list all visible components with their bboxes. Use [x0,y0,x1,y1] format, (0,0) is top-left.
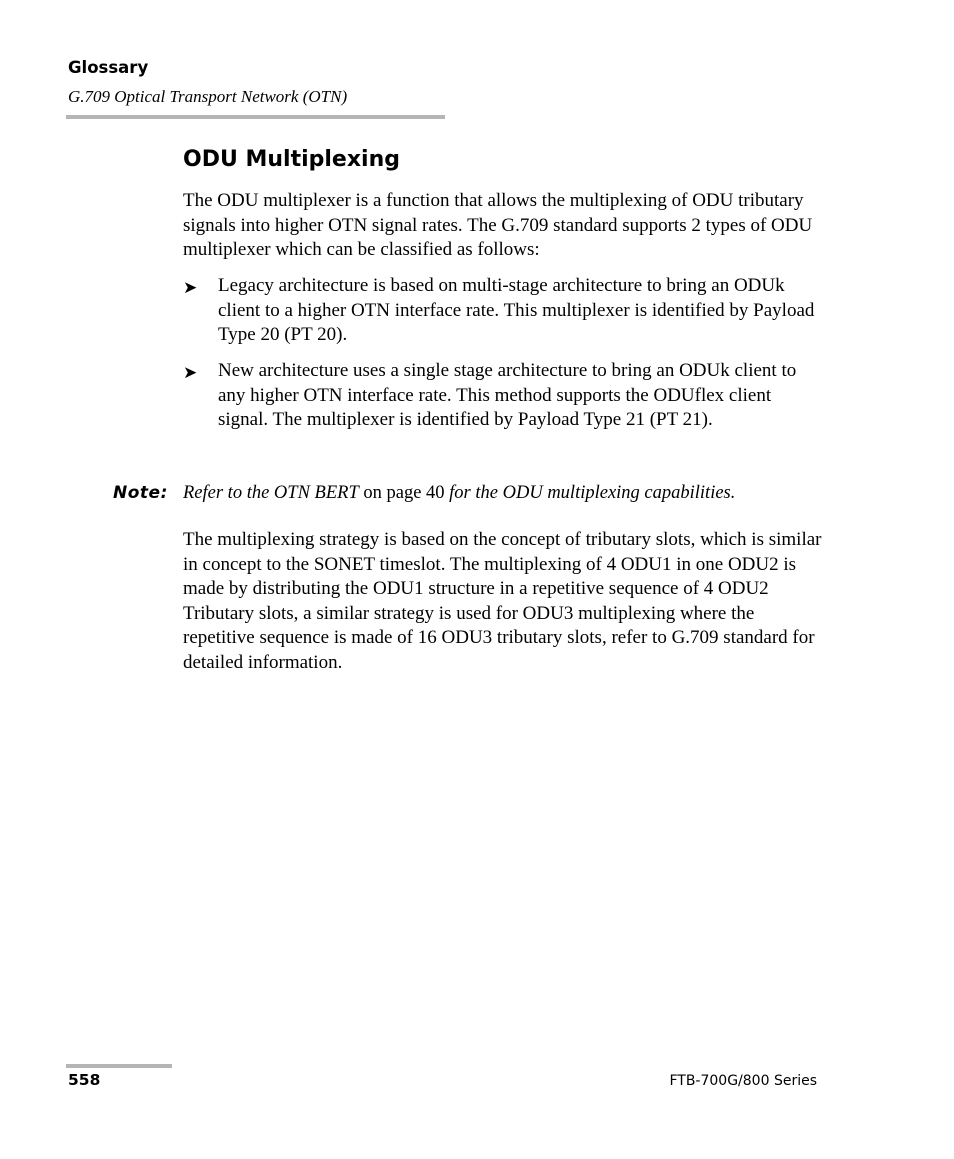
note-text-after: for the ODU multiplexing capabilities. [449,483,736,503]
header-divider [66,115,445,119]
list-item [183,274,823,349]
bullet-arrow-icon: ➤ [183,363,198,383]
page-title: ODU Multiplexing [183,147,400,172]
closing-paragraph: The multiplexing strategy is based on the concept of tributary slots, which is similar in concept to the SONET timeslot. The multiplexing of 4 ODU1 in one ODU2 is made by distributing the ODU1 structure in a repetitive sequence of 4 ODU2 Tributary slots, a similar strategy is used for ODU3 multiplexing where the repetitive sequence is made of 16 ODU3 tributary slots, refer to G.709 standard for detailed information. [183,529,822,673]
intro-paragraph: The ODU multiplexer is a function that allows the multiplexing of ODU tributary signals into higher OTN signal rates. The G.709 standard supports 2 types of ODU multiplexer which can be classified as follows: [183,190,813,261]
list-item-text: New architecture uses a single stage architecture to bring an ODUk client to any higher OTN interface rate. This method supports the ODUflex client signal. The multiplexer is identified by Payload Type 21 (PT 21). [218,360,797,431]
product-series: FTB-700G/800 Series [669,1073,817,1089]
note-label: Note: [113,483,168,503]
list-item-text: Legacy architecture is based on multi-stage architecture to bring an ODUk client to a higher OTN interface rate. This multiplexer is identified by Payload Type 20 (PT 20). [218,275,815,346]
list-item [183,359,823,459]
bullet-arrow-icon: ➤ [183,278,198,298]
note-link-otn-bert[interactable]: Refer to the OTN BERT [183,483,359,503]
running-header-subsection: G.709 Optical Transport Network (OTN) [68,87,348,106]
page-number: 558 [68,1071,101,1089]
running-header-section: Glossary [68,58,149,77]
note-page-reference: on page 40 [358,483,450,503]
note-text [183,481,843,505]
footer-divider [66,1064,172,1068]
